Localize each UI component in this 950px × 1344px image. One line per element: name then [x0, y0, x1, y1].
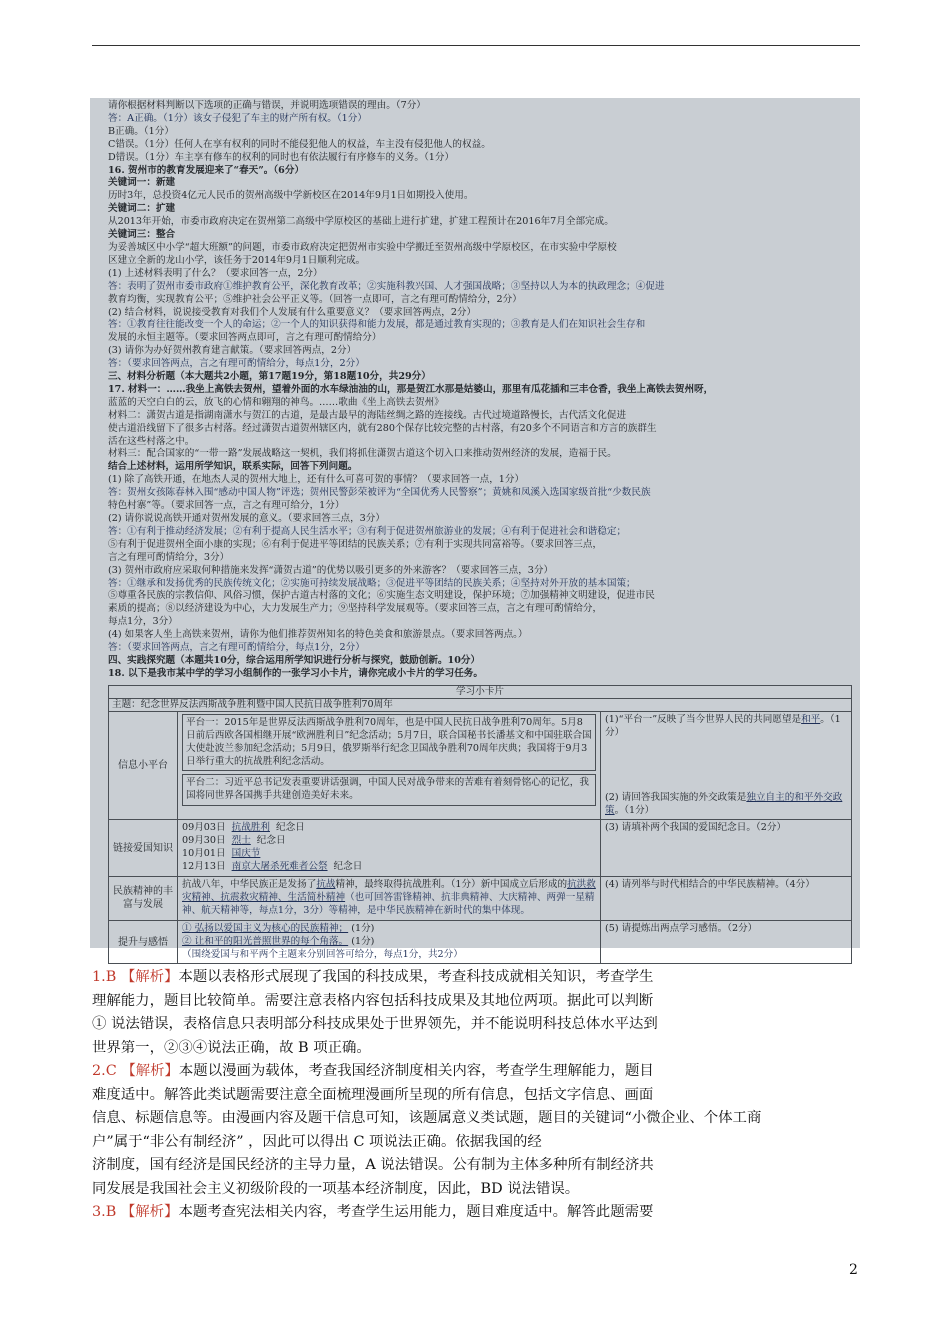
memorial-date: 10月01日: [182, 848, 226, 860]
scan-lines: [108, 100, 854, 681]
scan-line: 每点1分，3分）: [108, 616, 178, 628]
question-5: (5) 请提炼出两点学习感悟。（2分）: [605, 922, 758, 934]
reflection-item-2: [182, 936, 596, 949]
question-2-score: 。（1分）: [614, 804, 655, 816]
analysis-line: 本题考查宪法相关内容，考查学生运用能力，题目难度适中。解答此题需要: [178, 1204, 654, 1220]
scan-line: 历时3年，总投资4亿元人民币的贺州高级中学新校区在2014年9月1日如期投入使用。: [108, 190, 474, 202]
spirit-line-1: 抗战八年，中华民族正是发扬了: [182, 879, 317, 891]
analysis-3-tag: 【解析】: [120, 1204, 179, 1220]
memorial-date-row: [182, 835, 596, 848]
header-rule: [92, 45, 860, 46]
page-number: 2: [849, 1262, 858, 1278]
scan-line: 从2013年开始，市委市政府决定在贺州第二高级中学原校区的基础上进行扩建，扩建工程预计在2016年7月全部完成。: [108, 216, 614, 228]
analysis-line: 世界第一，②③④说法正确，故 B 项正确。: [92, 1039, 371, 1056]
memorial-date-row: [182, 848, 596, 861]
scan-line: 蓝蓝的天空白白的云，放飞的心情和翱翔的神鸟。……歌曲《坐上高铁去贺州》: [108, 396, 444, 408]
analysis-1-number: 1.B: [92, 969, 117, 985]
analysis-item-1: [92, 966, 862, 1060]
spirit-text: [178, 877, 601, 920]
spirit-line-2: （也可回答雷锋精神、抗非典精神、大庆精神、两弹一星精神、航天精神等，每点1分，3分）等精神，是中华民族精神在新时代的集中体现。: [182, 891, 595, 916]
memorial-name: 南京大屠杀死难者公祭: [231, 861, 328, 873]
reflection-note: （围绕爱国与和平两个主题来分别回答可给分，每点1分，共2分）: [182, 948, 463, 960]
scan-line: (1) 除了高铁开通，在地杰人灵的贺州大地上，还有什么可喜可贺的事情？（要求回答一点，1分）: [108, 474, 525, 486]
analysis-3-body: [178, 1204, 653, 1220]
scan-line: (2) 请你说说高铁开通对贺州发展的意义。（要求回答三点，3分）: [108, 513, 385, 524]
analysis-line: 本题以漫画为载体，考查我国经济制度相关内容，考查学生理解能力，题目: [178, 1063, 654, 1079]
reflection-text: [178, 921, 601, 964]
scan-line: 答：（要求回答两点，言之有理可酌情给分，每点1分，2分）: [108, 642, 365, 654]
memorial-date: 12月13日: [182, 861, 226, 873]
memorial-date-row: [182, 822, 596, 835]
analysis-line: 同发展是我国社会主义初级阶段的一项基本经济制度，因此，BD 说法错误。: [92, 1180, 580, 1197]
scan-line: (3) 请你为办好贺州教育建言献策。（要求回答两点，2分）: [108, 345, 357, 357]
spirit-line-1b: 精神，最终取得抗战胜利。（1分）新中国成立后形成的: [335, 879, 568, 891]
analysis-line: 本题以表格形式展现了我国的科技成果，考查科技成就相关知识，考查学生: [178, 969, 654, 985]
spirit-answer-1: 抗战: [316, 879, 336, 891]
memorial-suffix: 纪念日: [275, 822, 305, 834]
question-1: [605, 714, 847, 740]
card-title: 学习小卡片: [109, 686, 851, 699]
row-label-info: 信息小平台: [109, 712, 178, 820]
info-questions: [601, 712, 851, 820]
analysis-line: 济制度，国有经济是国民经济的主导力量，A 说法错误。公有制为主体多种所有制经济共: [92, 1157, 654, 1173]
card-row-dates: [109, 820, 851, 877]
analysis-line: 难度适中。解答此类试题需要注意全面梳理漫画所呈现的所有信息，包括文字信息、画面: [92, 1086, 654, 1103]
scan-line: 关键词一：新建: [108, 177, 176, 189]
scan-line: (3) 贺州市政府应采取何种措施来发挥“潇贺古道”的优势以吸引更多的外来游客？（要求回答三点，3分）: [108, 564, 554, 576]
scan-line: 17. 材料一：……我坐上高铁去贺州，望着外面的水车绿油油的山，那是贺江水那是姑婆山，那里有瓜花插和三丰仓香，我坐上高铁去贺州呀，: [108, 383, 714, 395]
scan-line: 答：①教育往往能改变一个人的命运；②一个人的知识获得和能力发展，都是通过教育实现的；③教育是人们在知识社会生存和: [108, 319, 646, 331]
scan-line: 答：（要求回答两点，言之有理可酌情给分，每点1分，2分）: [108, 358, 365, 370]
row-label-spirit: 民族精神的丰富与发展: [109, 877, 178, 920]
memorial-suffix: 纪念日: [333, 861, 363, 873]
row-label-dates: 链接爱国知识: [109, 820, 178, 876]
question-2-text: (2) 请回答我国实施的外交政策是: [605, 791, 747, 803]
study-card: [108, 685, 852, 965]
reflection-item-1-text: ① 弘扬以爱国主义为核心的民族精神；: [182, 922, 349, 934]
scan-line: 特色村寨”等。（要求回答一点，言之有理可给分，1分）: [108, 500, 345, 512]
question-2: [605, 792, 847, 818]
platform-two: 平台二：习近平总书记发表重要讲话强调，中国人民对战争带来的苦难有着刻骨铭心的记忆，我国将同世界各国携手共建创造美好未来。: [182, 774, 596, 806]
question-1-text: (1)“平台一”反映了当今世界人民的共同愿望是: [605, 713, 802, 725]
analysis-2-tag: 【解析】: [121, 1063, 179, 1079]
analysis-2-body: [92, 1063, 761, 1197]
scan-line: (1) 上述材料表明了什么？（要求回答一点，2分）: [108, 267, 323, 279]
scan-line: 教育均衡，实现教育公平；⑤维护社会公平正义等。（回答一点即可，言之有理可酌情给分，2分）: [108, 293, 522, 305]
memorial-date-row: [182, 861, 596, 874]
scan-line: (4) 如果客人坐上高铁来贺州，请你为他们推荐贺州知名的特色美食和旅游景点。（要求回答两点。）: [108, 629, 528, 641]
scan-line: 使古道沿线留下了很多古村落。经过潇贺古道贺州辖区内，就有280个保存比较完整的古村落，有20多个不同语言和方言的族群生: [108, 422, 657, 434]
scan-line: 发展的永恒主题等。（要求回答两点即可，言之有理可酌情给分）: [108, 332, 382, 344]
answer-2: 独立自主的和平外交政策: [605, 791, 843, 816]
memorial-name: 抗战胜利: [231, 822, 270, 834]
scan-line: ⑤有利于促进贺州全面小康的实现；⑥有利于促进平等团结的民族关系；⑦有利于实现共同富裕等。（要求回答三点，: [108, 538, 603, 550]
scan-line: 言之有理可酌情给分，3分）: [108, 551, 230, 563]
scan-line: D错误。（1分）车主享有修车的权利的同时也有依法履行有序修车的义务。（1分）: [108, 151, 455, 163]
analysis-2-number: 2.C: [92, 1063, 117, 1079]
reflection-item-2-score: (1分): [351, 935, 375, 947]
question-3: (3) 请填补两个我国的爱国纪念日。（2分）: [605, 822, 787, 834]
row-label-reflection: 提升与感悟: [109, 921, 178, 964]
memorial-date: 09月03日: [182, 822, 226, 834]
card-theme: 主题：纪念世界反法西斯战争胜利暨中国人民抗日战争胜利70周年: [109, 699, 851, 712]
question-4: (4) 请列举与时代相结合的中华民族精神。（4分）: [605, 879, 815, 891]
reflection-item-1: [182, 923, 596, 936]
memorial-name: 国庆节: [231, 848, 261, 860]
scan-line: 关键词三：整合: [108, 229, 176, 241]
analysis-line: 户”属于“非公有制经济” ，因此可以得出 C 项说法正确。依据我国的经: [92, 1133, 542, 1150]
answer-1: 和平: [801, 713, 821, 725]
scan-line: 答：表明了贺州市委市政府①维护教育公平，深化教育改革；②实施科教兴国、人才强国战略；③坚持以人为本的执政理念；④促进: [108, 280, 665, 292]
scan-line: 区建立全新的龙山小学，该任务于2014年9月1日顺利完成。: [108, 254, 366, 266]
scan-line: 答：贺州女孩陈春林入围“感动中国人物”评选；贺州民警彭荣被评为“全国优秀人民警察”；黄姚和凤溪入选国家级首批“少数民族: [108, 487, 651, 499]
scan-line: 结合上述材料，运用所学知识，联系实际，回答下列问题。: [108, 461, 358, 473]
spirit-answer-2: 抗洪救灾精神、抗震救灾精神、生活简朴精神: [182, 879, 596, 903]
memorial-name: 烈士: [231, 835, 251, 847]
scan-line: 请你根据材料判断以下选项的正确与错误，并说明选项错误的理由。（7分）: [108, 100, 426, 111]
scan-line: 为妥善城区中小学“超大班额”的问题，市委市政府决定把贺州市实验中学搬迁至贺州高级中学原校区，在市实验中学原校: [108, 241, 617, 253]
reflection-item-2-text: ② 让和平的阳光普照世界的每个角落。: [182, 935, 349, 947]
analysis-1-tag: 【解析】: [120, 969, 179, 985]
scan-line: 16. 贺州市的教育发展迎来了“春天”。（6分）: [108, 164, 305, 176]
scan-line: 四、实践探究题（本题共10分，综合运用所学知识进行分析与探究，鼓励创新。10分）: [108, 654, 481, 666]
analysis-line: 理解能力，题目比较简单。需要注意表格内容包括科技成果及其地位两项。据此可以判断: [92, 992, 654, 1009]
question-1-score: 。（1分）: [605, 713, 841, 738]
scan-line: 答：①继承和发扬优秀的民族传统文化；②实施可持续发展战略；③促进平等团结的民族关系；④坚持对外开放的基本国策；: [108, 577, 636, 589]
analysis-item-3: [92, 1201, 862, 1225]
scan-line: 答：①有利于推动经济发展；②有利于提高人民生活水平；③有利于促进贺州旅游业的发展；④有利于促进社会和谐稳定；: [108, 525, 627, 537]
analysis-line: ① 说法错误，表格信息只表明部分科技成果处于世界领先，并不能说明科技总体水平达到: [92, 1016, 658, 1032]
scan-line: 18. 以下是我市某中学的学习小组制作的一张学习小卡片，请你完成小卡片的学习任务。: [108, 667, 483, 679]
answer-analysis: [92, 966, 862, 1225]
card-row-spirit: [109, 877, 851, 921]
scan-line: 关键词二：扩建: [108, 203, 176, 215]
scan-line: 材料二：潇贺古道是指湖南潇水与贺江的古道，是最古最早的海陆丝绸之路的连接线。古代过境道路慢长，古代活文化促进: [108, 409, 627, 421]
analysis-3-number: 3.B: [92, 1204, 117, 1220]
scan-line: (2) 结合材料，说说接受教育对我们个人发展有什么重要意义？（要求回答两点，2分）: [108, 306, 477, 318]
scan-line: 三、材料分析题（本大题共2小题，第17题19分，第18题10分，共29分）: [108, 371, 431, 383]
card-row-info: [109, 712, 851, 821]
scanned-answer-sheet: [90, 98, 860, 960]
memorial-date: 09月30日: [182, 835, 226, 847]
info-platforms: [178, 712, 601, 820]
reflection-item-1-score: (1分): [351, 922, 375, 934]
scan-line: B正确。（1分）: [108, 125, 174, 137]
analysis-line: 信息、标题信息等。由漫画内容及题干信息可知，该题属意义类试题，题目的关键词“小微企业、个体工商: [92, 1110, 762, 1126]
card-row-reflection: [109, 921, 851, 964]
platform-one: 平台一：2015年是世界反法西斯战争胜利70周年，也是中国人民抗日战争胜利70周年。5月8日前后西欧各国相继开展“欧洲胜利日”纪念活动；5月7日，联合国秘书长潘基文和中国驻联合国大使赴波兰参加纪念活动；5月9日，俄罗斯举行纪念卫国战争胜利70周年庆典；我国将于9月3日举行重大的抗战胜利纪念活动。: [182, 714, 596, 772]
scan-content: [108, 100, 854, 964]
scan-line: 答：A正确。（1分）该女子侵犯了车主的财产所有权。（1分）: [108, 112, 367, 124]
scan-line: 素质的提高；⑧以经济建设为中心，大力发展生产力；⑨坚持科学发展观等。（要求回答三点，言之有理可酌情给分，: [108, 603, 603, 615]
scan-line: 材料三：配合国家的“一带一路”发展战略这一契机，我们将抓住潇贺古道这个切入口来推动贺州经济的发展，造福于民。: [108, 448, 617, 460]
memorial-date-list: [178, 820, 601, 876]
analysis-item-2: [92, 1060, 862, 1201]
scan-line: C错误。（1分）任何人在享有权利的同时不能侵犯他人的权益，车主没有侵犯他人的权益。: [108, 138, 491, 150]
scan-line: ⑤尊重各民族的宗教信仰、风俗习惯，保护古道古村落的文化；⑥实施生态文明建设，保护环境；⑦加强精神文明建设，促进市民: [108, 590, 655, 602]
scan-line: 活在这些村落之中。: [108, 435, 195, 447]
memorial-suffix: 纪念日: [256, 835, 286, 847]
